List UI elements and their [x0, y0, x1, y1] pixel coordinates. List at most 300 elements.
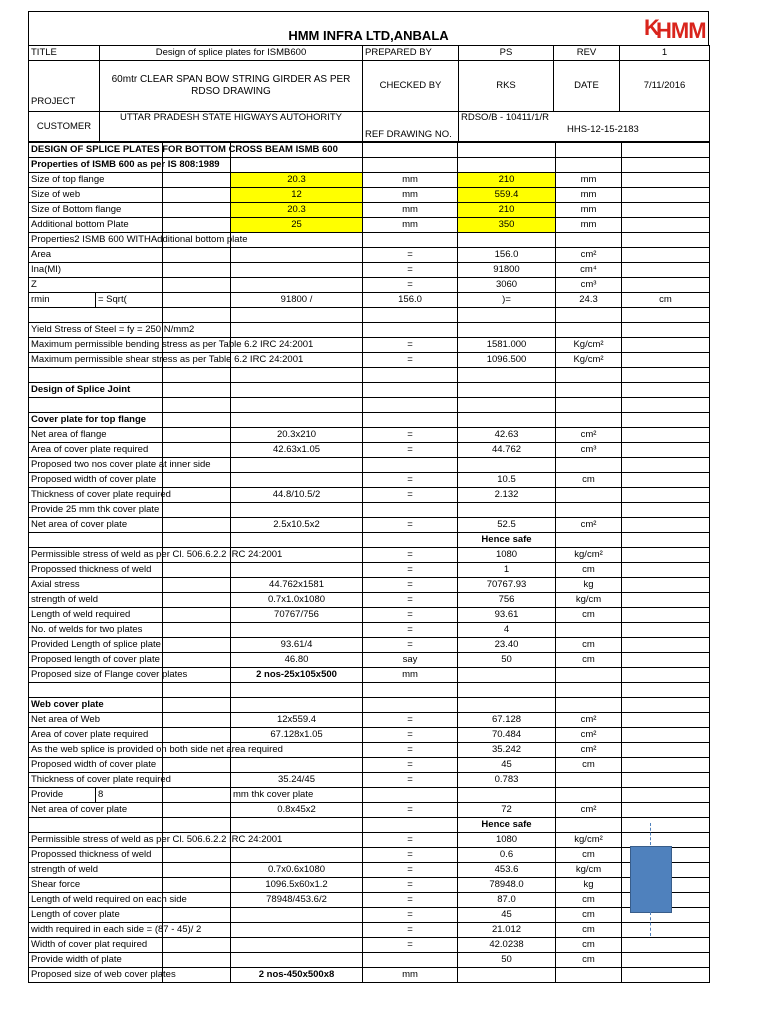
row-result — [458, 323, 556, 338]
row-spacer — [163, 533, 231, 548]
row-label: Proposed width of cover plate — [29, 758, 163, 773]
row-operator: mm — [363, 188, 458, 203]
row-result: 756 — [458, 593, 556, 608]
row-label — [29, 308, 163, 323]
row-result: 35.242 — [458, 743, 556, 758]
row-extra — [622, 638, 710, 653]
row-spacer — [163, 368, 231, 383]
row-label: Proposed width of cover plate — [29, 473, 163, 488]
row-calculation: 70767/756 — [231, 608, 363, 623]
row-label: Provide width of plate — [29, 953, 163, 968]
row-calculation: 44.762x1581 — [231, 578, 363, 593]
row-result — [458, 398, 556, 413]
row-operator — [363, 683, 458, 698]
row-extra — [622, 623, 710, 638]
checked-value: RKS — [459, 61, 554, 112]
row-spacer — [163, 173, 231, 188]
row-extra — [622, 413, 710, 428]
row-result — [458, 143, 556, 158]
row-unit — [556, 368, 622, 383]
row-label: Additional bottom Plate — [29, 218, 163, 233]
row-calculation: 1096.5x60x1.2 — [231, 878, 363, 893]
row-calculation: 46.80 — [231, 653, 363, 668]
row-calculation — [231, 563, 363, 578]
table-row — [29, 743, 710, 758]
row-formula-prefix: 8 — [96, 788, 163, 803]
row-extra — [622, 713, 710, 728]
row-extra — [622, 428, 710, 443]
row-operator: = — [363, 593, 458, 608]
table-row — [29, 278, 710, 293]
row-extra — [622, 788, 710, 803]
table-row — [29, 413, 710, 428]
row-unit — [556, 668, 622, 683]
row-unit: cm² — [556, 713, 622, 728]
row-unit: cm³ — [556, 278, 622, 293]
rev-label: REV — [554, 46, 620, 61]
row-operator — [363, 158, 458, 173]
row-extra — [622, 773, 710, 788]
row-spacer — [163, 428, 231, 443]
row-label: Properties of ISMB 600 as per IS 808:1989 — [29, 158, 163, 173]
row-unit: kg — [556, 578, 622, 593]
row-spacer — [163, 563, 231, 578]
row-label: No. of welds for two plates — [29, 623, 163, 638]
row-spacer — [163, 788, 231, 803]
row-spacer — [163, 518, 231, 533]
row-formula-prefix: = Sqrt( — [96, 293, 163, 308]
row-extra — [622, 758, 710, 773]
row-label: Thickness of cover plate required — [29, 773, 163, 788]
row-label: Length of weld required on each side — [29, 893, 163, 908]
row-operator: = — [363, 728, 458, 743]
table-row — [29, 248, 710, 263]
row-spacer — [163, 818, 231, 833]
row-label: rmin — [29, 293, 96, 308]
row-unit — [556, 383, 622, 398]
row-calculation — [231, 623, 363, 638]
table-row — [29, 923, 710, 938]
table-row — [29, 878, 710, 893]
row-result: 2.132 — [458, 488, 556, 503]
table-row — [29, 593, 710, 608]
row-extra — [622, 263, 710, 278]
row-unit: cm — [556, 953, 622, 968]
row-label: Proposed length of cover plate — [29, 653, 163, 668]
row-extra — [622, 458, 710, 473]
row-operator: = — [363, 338, 458, 353]
row-calculation: 20.3 — [231, 173, 363, 188]
table-row — [29, 833, 710, 848]
row-calculation — [231, 263, 363, 278]
table-row — [29, 683, 710, 698]
prepared-value: PS — [459, 46, 554, 61]
row-calculation: 44.8/10.5/2 — [231, 488, 363, 503]
row-extra — [622, 653, 710, 668]
prepared-label: PREPARED BY — [363, 46, 459, 61]
row-operator — [363, 368, 458, 383]
row-result: 93.61 — [458, 608, 556, 623]
row-calculation — [231, 818, 363, 833]
table-row — [29, 548, 710, 563]
row-extra — [622, 353, 710, 368]
row-extra — [622, 818, 710, 833]
row-result: Hence safe — [458, 818, 556, 833]
row-unit — [556, 308, 622, 323]
row-calculation: 20.3 — [231, 203, 363, 218]
row-spacer — [163, 758, 231, 773]
row-unit: mm — [556, 188, 622, 203]
calculation-sheet — [28, 11, 709, 983]
row-operator — [363, 698, 458, 713]
row-unit — [556, 788, 622, 803]
row-label: Propossed thickness of weld — [29, 848, 163, 863]
row-calculation — [231, 458, 363, 473]
row-calculation: 0.7x1.0x1080 — [231, 593, 363, 608]
row-label: Size of top flange — [29, 173, 163, 188]
row-spacer — [163, 803, 231, 818]
row-label: Shear force — [29, 878, 163, 893]
row-result: 10.5 — [458, 473, 556, 488]
row-label: Axial stress — [29, 578, 163, 593]
dashed-line-bottom — [650, 912, 651, 936]
row-label: strength of weld — [29, 863, 163, 878]
logo-text: HMM — [656, 18, 706, 43]
row-spacer — [163, 938, 231, 953]
table-row — [29, 938, 710, 953]
row-extra — [622, 398, 710, 413]
table-row — [29, 848, 710, 863]
row-result: 210 — [458, 203, 556, 218]
row-unit: mm — [556, 218, 622, 233]
row-label: Maximum permissible bending stress as per Table 6.2 IRC 24:2001 — [29, 338, 163, 353]
row-spacer — [163, 413, 231, 428]
table-row — [29, 458, 710, 473]
row-label — [29, 533, 163, 548]
row-label: Provide — [29, 788, 96, 803]
table-row — [29, 263, 710, 278]
row-operator — [363, 533, 458, 548]
row-result: 350 — [458, 218, 556, 233]
row-result — [458, 683, 556, 698]
table-row — [29, 383, 710, 398]
row-extra — [622, 158, 710, 173]
row-spacer — [163, 653, 231, 668]
row-extra — [622, 728, 710, 743]
row-operator — [363, 308, 458, 323]
date-label: DATE — [554, 61, 620, 112]
row-unit: 24.3 — [556, 293, 622, 308]
row-spacer — [163, 218, 231, 233]
row-operator: = — [363, 863, 458, 878]
row-spacer — [163, 698, 231, 713]
row-operator: mm — [363, 968, 458, 983]
row-calculation: 2.5x10.5x2 — [231, 518, 363, 533]
row-calculation — [231, 698, 363, 713]
row-unit: Kg/cm² — [556, 338, 622, 353]
row-extra — [622, 308, 710, 323]
table-row — [29, 428, 710, 443]
row-spacer — [163, 728, 231, 743]
row-unit: cm — [556, 908, 622, 923]
row-extra — [622, 233, 710, 248]
row-label: Propossed thickness of weld — [29, 563, 163, 578]
row-extra — [622, 743, 710, 758]
row-calculation — [231, 308, 363, 323]
row-result: 70767.93 — [458, 578, 556, 593]
row-unit: cm — [556, 563, 622, 578]
row-result — [458, 158, 556, 173]
row-unit — [556, 773, 622, 788]
row-operator: 156.0 — [363, 293, 458, 308]
row-operator — [363, 818, 458, 833]
row-unit: cm — [556, 608, 622, 623]
table-row — [29, 143, 710, 158]
row-result: 70.484 — [458, 728, 556, 743]
row-label: Proposed size of Flange cover plates — [29, 668, 163, 683]
row-spacer — [163, 608, 231, 623]
table-row — [29, 233, 710, 248]
row-extra — [622, 803, 710, 818]
row-operator: = — [363, 773, 458, 788]
title-label: TITLE — [29, 46, 100, 61]
row-unit — [556, 323, 622, 338]
row-extra — [622, 563, 710, 578]
row-result — [458, 413, 556, 428]
row-result: 45 — [458, 908, 556, 923]
table-row — [29, 953, 710, 968]
row-extra — [622, 173, 710, 188]
ref-drawing-label: REF DRAWING NO. — [363, 112, 459, 142]
row-label — [29, 398, 163, 413]
row-calculation — [231, 683, 363, 698]
table-row — [29, 818, 710, 833]
row-spacer — [163, 578, 231, 593]
row-calculation: mm thk cover plate — [231, 788, 363, 803]
row-operator: = — [363, 578, 458, 593]
table-row — [29, 503, 710, 518]
row-result: 3060 — [458, 278, 556, 293]
row-spacer — [163, 848, 231, 863]
row-label: Yield Stress of Steel = fy = 250 N/mm2 — [29, 323, 163, 338]
table-row — [29, 533, 710, 548]
row-label: Area — [29, 248, 163, 263]
row-unit — [556, 458, 622, 473]
row-extra — [622, 143, 710, 158]
row-unit: cm — [556, 938, 622, 953]
table-row — [29, 218, 710, 233]
row-label — [29, 683, 163, 698]
row-calculation: 25 — [231, 218, 363, 233]
row-label: Net area of cover plate — [29, 803, 163, 818]
row-calculation: 93.61/4 — [231, 638, 363, 653]
row-spacer — [163, 638, 231, 653]
row-operator: = — [363, 488, 458, 503]
project-label: PROJECT — [29, 61, 100, 112]
row-label: Size of Bottom flange — [29, 203, 163, 218]
row-result: 1581.000 — [458, 338, 556, 353]
row-label: Length of weld required — [29, 608, 163, 623]
customer-value: UTTAR PRADESH STATE HIGWAYS AUTOHORITY — [100, 112, 363, 142]
table-row — [29, 608, 710, 623]
checked-label: CHECKED BY — [363, 61, 459, 112]
row-extra — [622, 938, 710, 953]
table-row — [29, 698, 710, 713]
row-result: 1080 — [458, 548, 556, 563]
row-unit — [556, 398, 622, 413]
row-extra — [622, 548, 710, 563]
row-extra — [622, 953, 710, 968]
row-spacer — [163, 308, 231, 323]
row-extra — [622, 593, 710, 608]
row-spacer — [163, 263, 231, 278]
row-spacer — [163, 773, 231, 788]
row-calculation — [231, 908, 363, 923]
row-unit — [556, 413, 622, 428]
row-result: 1096.500 — [458, 353, 556, 368]
row-operator: = — [363, 758, 458, 773]
row-operator: say — [363, 653, 458, 668]
table-row — [29, 188, 710, 203]
row-extra — [622, 518, 710, 533]
row-unit: cm — [556, 638, 622, 653]
row-label: Thickness of cover plate required — [29, 488, 163, 503]
row-unit: kg/cm — [556, 863, 622, 878]
row-calculation: 78948/453.6/2 — [231, 893, 363, 908]
row-extra — [622, 188, 710, 203]
row-operator: = — [363, 923, 458, 938]
row-result: 52.5 — [458, 518, 556, 533]
row-operator: = — [363, 833, 458, 848]
row-result: 1 — [458, 563, 556, 578]
row-result: 42.63 — [458, 428, 556, 443]
row-result: 0.783 — [458, 773, 556, 788]
row-operator — [363, 953, 458, 968]
row-operator: = — [363, 563, 458, 578]
row-extra — [622, 533, 710, 548]
table-row — [29, 653, 710, 668]
row-extra — [622, 383, 710, 398]
row-operator — [363, 788, 458, 803]
row-label: Provide 25 mm thk cover plate — [29, 503, 163, 518]
table-row — [29, 728, 710, 743]
row-result — [458, 233, 556, 248]
row-label: Net area of flange — [29, 428, 163, 443]
row-unit: kg — [556, 878, 622, 893]
row-label: Provided Length of splice plate — [29, 638, 163, 653]
row-extra — [622, 683, 710, 698]
row-result: 453.6 — [458, 863, 556, 878]
row-label: Proposed two nos cover plate at inner side — [29, 458, 163, 473]
row-operator: = — [363, 263, 458, 278]
row-unit: Kg/cm² — [556, 353, 622, 368]
row-label: Proposed size of web cover plates — [29, 968, 163, 983]
rev-value: 1 — [620, 46, 710, 61]
row-calculation — [231, 503, 363, 518]
company-title-row — [28, 11, 709, 45]
row-calculation: 35.24/45 — [231, 773, 363, 788]
table-row — [29, 353, 710, 368]
row-calculation — [231, 398, 363, 413]
row-unit: kg/cm² — [556, 548, 622, 563]
row-unit: cm² — [556, 248, 622, 263]
row-result — [458, 788, 556, 803]
row-unit: cm — [556, 893, 622, 908]
row-label: Width of cover plat required — [29, 938, 163, 953]
row-label: Cover plate for top flange — [29, 413, 163, 428]
table-row — [29, 488, 710, 503]
row-operator: mm — [363, 218, 458, 233]
table-row — [29, 308, 710, 323]
row-calculation — [231, 923, 363, 938]
row-calculation — [231, 473, 363, 488]
row-calculation — [231, 323, 363, 338]
row-extra — [622, 368, 710, 383]
row-result: 72 — [458, 803, 556, 818]
row-unit: kg/cm² — [556, 833, 622, 848]
row-result: 42.0238 — [458, 938, 556, 953]
row-result: 87.0 — [458, 893, 556, 908]
table-row — [29, 368, 710, 383]
row-label: Properties2 ISMB 600 WITHAdditional bottom plate — [29, 233, 163, 248]
row-unit: mm — [556, 203, 622, 218]
row-label: Web cover plate — [29, 698, 163, 713]
ref-drawing-number-1: RDSO/B - 10411/1/R — [461, 112, 550, 123]
row-operator — [363, 398, 458, 413]
row-label: Net area of Web — [29, 713, 163, 728]
row-result: 23.40 — [458, 638, 556, 653]
row-calculation — [231, 158, 363, 173]
row-unit: cm — [556, 923, 622, 938]
table-row — [29, 908, 710, 923]
row-operator — [363, 143, 458, 158]
row-unit: cm² — [556, 728, 622, 743]
row-extra: cm — [622, 293, 710, 308]
row-label — [29, 368, 163, 383]
row-calculation: 0.7x0.6x1080 — [231, 863, 363, 878]
table-row — [29, 203, 710, 218]
row-result: 4 — [458, 623, 556, 638]
row-label: strength of weld — [29, 593, 163, 608]
row-result — [458, 968, 556, 983]
row-calculation: 0.8x45x2 — [231, 803, 363, 818]
row-label: Permissible stress of weld as per Cl. 506.6.2.2 IRC 24:2001 — [29, 833, 163, 848]
row-operator: = — [363, 473, 458, 488]
row-extra — [622, 698, 710, 713]
row-calculation: 91800 / — [231, 293, 363, 308]
calculation-table — [28, 142, 710, 983]
date-value: 7/11/2016 — [620, 61, 710, 112]
row-calculation — [231, 233, 363, 248]
row-calculation — [231, 938, 363, 953]
table-row — [29, 293, 710, 308]
row-operator — [363, 413, 458, 428]
row-calculation — [231, 848, 363, 863]
project-value: 60mtr CLEAR SPAN BOW STRING GIRDER AS PER RDSO DRAWING — [100, 61, 363, 112]
row-operator: mm — [363, 173, 458, 188]
row-label: DESIGN OF SPLICE PLATES FOR BOTTOM CROSS BEAM ISMB 600 — [29, 143, 163, 158]
table-row — [29, 758, 710, 773]
row-unit — [556, 233, 622, 248]
row-result — [458, 668, 556, 683]
title-value: Design of splice plates for ISMB600 — [100, 46, 363, 61]
row-extra — [622, 923, 710, 938]
ref-drawing-value — [459, 112, 710, 142]
row-calculation — [231, 533, 363, 548]
row-spacer — [163, 908, 231, 923]
row-extra — [622, 503, 710, 518]
row-unit: cm² — [556, 743, 622, 758]
